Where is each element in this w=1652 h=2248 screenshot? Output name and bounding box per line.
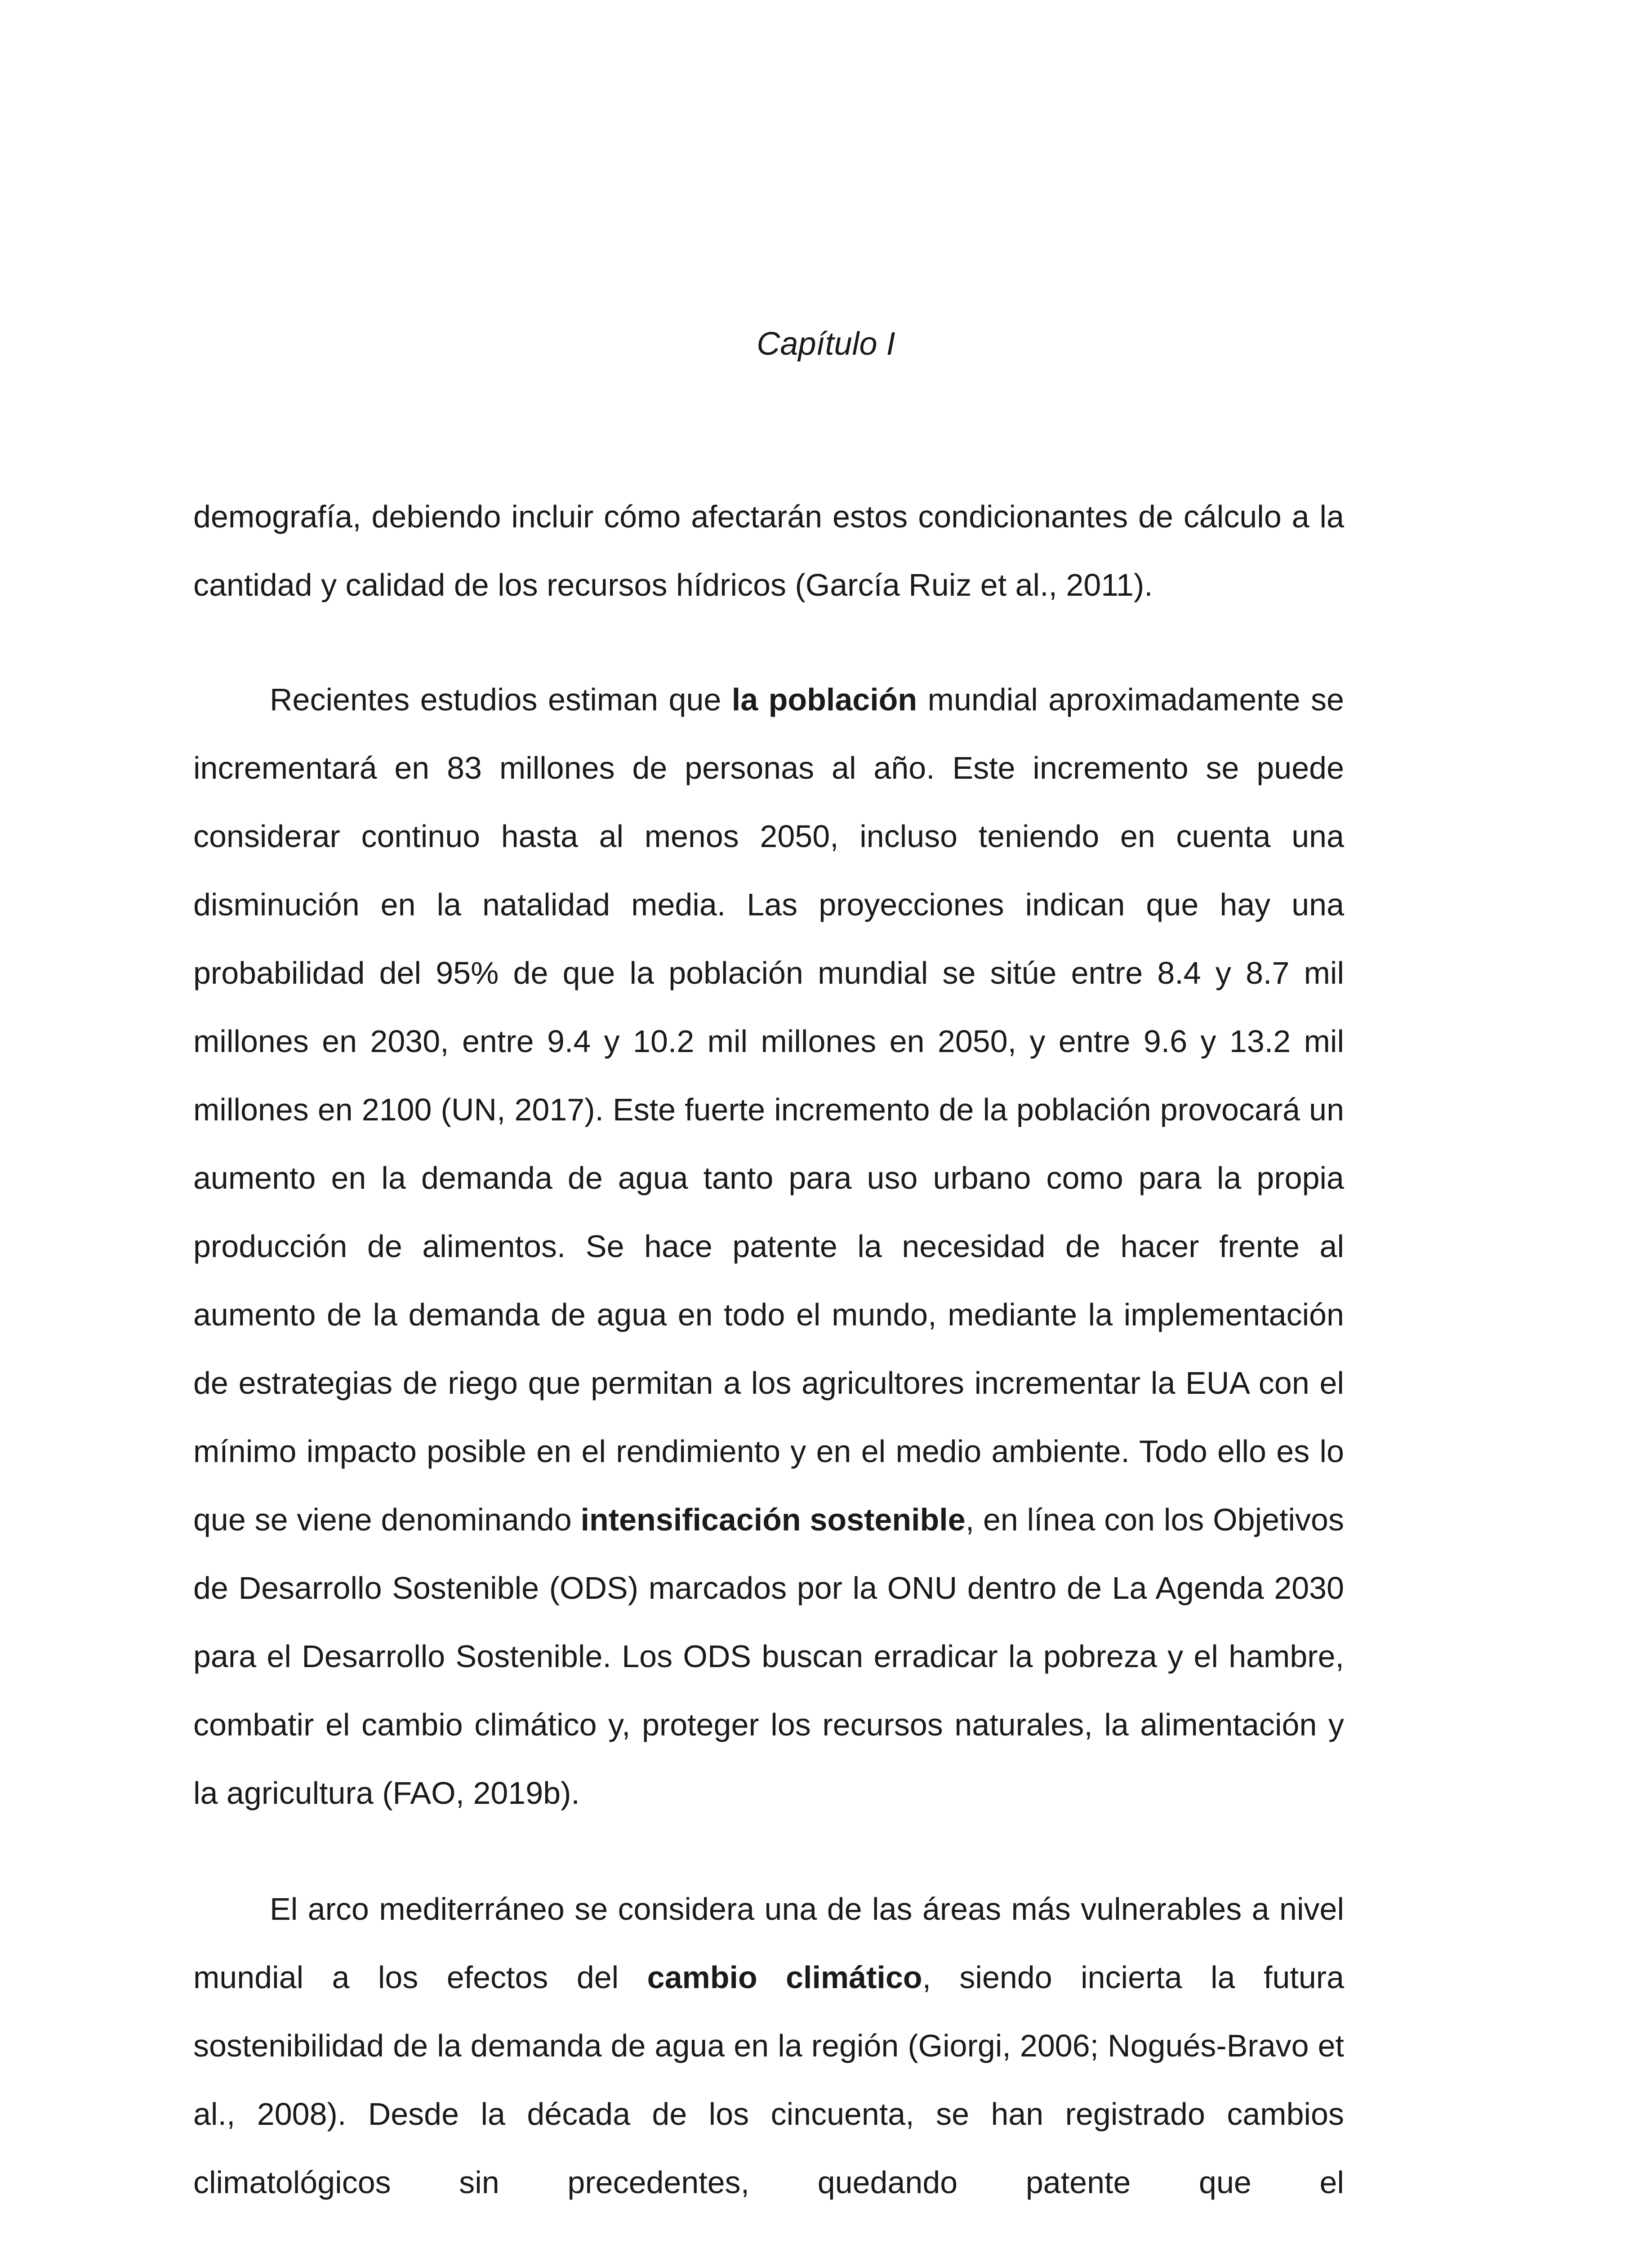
paragraph-2-text [193, 665, 1344, 1827]
paragraph-2-part-1: Recientes estudios estiman que [270, 682, 732, 717]
paragraph-3-part-1: El arco mediterráneo se considera una de las áreas más vulnerables a nivel mundial a los efectos del [193, 1891, 1344, 1995]
keyword-la-poblacion: la población [731, 682, 917, 717]
keyword-cambio-climatico: cambio climático [647, 1960, 922, 1995]
paragraph-2 [193, 665, 1344, 1827]
keyword-intensificacion-sostenible: intensificación sostenible [580, 1502, 966, 1537]
paragraph-3-part-2: , siendo incierta la futura sostenibilidad de la demanda de agua en la región (Giorgi, 2006; Nogués-Bravo et al., 2008). Desde la década de los cincuenta, se han registrado cambios climatológicos sin precedentes, quedando patente que el [193, 1960, 1345, 2200]
paragraph-3-text [193, 1875, 1344, 2217]
paragraph-3 [193, 1875, 1344, 2217]
paragraph-1 [193, 482, 1344, 619]
paragraph-1-text: demografía, debiendo incluir cómo afectarán estos condicionantes de cálculo a la cantidad y calidad de los recursos hídricos (García Ruiz et al., 2011). [193, 499, 1344, 602]
paragraph-2-part-2: mundial aproximadamente se incrementará en 83 millones de personas al año. Este incremento se puede considerar continuo hasta al menos 2050, incluso teniendo en cuenta una disminución en la natalidad media. Las proyecciones indican que hay una probabilidad del 95% de que la población mundial se sitúe entre 8.4 y 8.7 mil millones en 2030, entre 9.4 y 10.2 mil millones en 2050, y entre 9.6 y 13.2 mil millones en 2100 (UN, 2017). Este fuerte incremento de la población provocará un aumento en la demanda de agua tanto para uso urbano como para la propia producción de alimentos. Se hace patente la necesidad de hacer frente al aumento de la demanda de agua en todo el mundo, mediante la implementación de estrategias de riego que permitan a los agricultores incrementar la EUA con el mínimo impacto posible en el rendimiento y en el medio ambiente. Todo ello es lo que se viene denominando [193, 682, 1344, 1537]
chapter-header: Capítulo I [757, 326, 895, 362]
paragraph-2-part-3: , en línea con los Objetivos de Desarrollo Sostenible (ODS) marcados por la ONU dentro de La Agenda 2030 para el Desarrollo Sostenible. Los ODS buscan erradicar la pobreza y el hambre, combatir el cambio climático y, proteger los recursos naturales, la alimentación y la agricultura (FAO, 2019b). [193, 1502, 1344, 1811]
